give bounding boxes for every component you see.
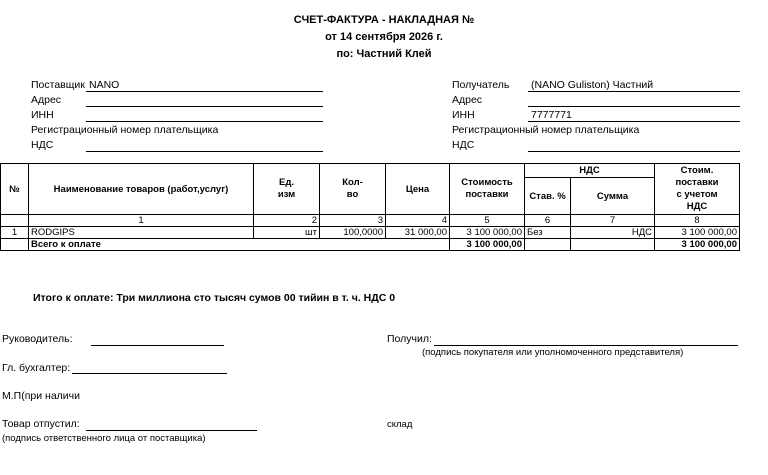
total-sum: 3 100 000,00 (655, 239, 740, 251)
supplier-address-line (86, 106, 323, 107)
col-num-empty (1, 215, 29, 227)
supplier-vat-line (86, 151, 323, 152)
recipient-name-line (528, 91, 740, 92)
recipient-address-label: Адрес (452, 94, 483, 106)
recipient-reg-label: Регистрационный номер плательщика (452, 124, 640, 136)
supplier-inn-label: ИНН (31, 109, 54, 121)
received-note: (подпись покупателя или уполномоченного представителя) (422, 347, 684, 358)
supplier-name-line (86, 91, 323, 92)
header-price: Цена (386, 164, 450, 215)
header-vat-rate: Став. % (525, 178, 571, 215)
supplier-name: NANO (89, 79, 120, 91)
total-vat-sum-empty (571, 239, 655, 251)
col-num: 8 (655, 215, 740, 227)
table-row (1, 227, 740, 239)
col-num: 1 (29, 215, 254, 227)
recipient-inn-line (528, 121, 740, 122)
released-label: Товар отпустил: (2, 418, 80, 430)
director-signature-line (91, 345, 224, 346)
recipient-vat-line (528, 151, 740, 152)
row-vat-sum: НДС (571, 227, 655, 239)
accountant-signature-line (72, 373, 227, 374)
row-vat-rate: Без (525, 227, 571, 239)
total-empty (1, 239, 29, 251)
table-column-numbers-row (1, 215, 740, 227)
row-price: 31 000,00 (386, 227, 450, 239)
header-qty: Кол- во (320, 164, 386, 215)
warehouse-label: склад (387, 419, 413, 430)
supplier-vat-label: НДС (31, 139, 54, 151)
recipient-label: Получатель (452, 79, 510, 91)
row-qty: 100,0000 (320, 227, 386, 239)
total-cost: 3 100 000,00 (450, 239, 525, 251)
row-cost: 3 100 000,00 (450, 227, 525, 239)
table-total-row (1, 239, 740, 251)
recipient-address-line (528, 106, 740, 107)
col-num: 6 (525, 215, 571, 227)
table-header-row (1, 164, 740, 178)
recipient-inn: 7777771 (531, 109, 572, 121)
received-label: Получил: (387, 333, 432, 345)
document-date: от 14 сентября 2026 г. (325, 31, 443, 43)
received-signature-line (434, 345, 738, 346)
total-in-words: Итого к оплате: Три миллиона сто тысяч сумов 00 тийин в т. ч. НДС 0 (33, 292, 396, 304)
recipient-inn-label: ИНН (452, 109, 475, 121)
row-num: 1 (1, 227, 29, 239)
header-unit: Ед. изм (254, 164, 320, 215)
director-label: Руководитель: (2, 333, 73, 345)
released-signature-line (86, 430, 257, 431)
recipient-name: (NANO Guliston) Частний (531, 79, 654, 91)
col-num: 4 (386, 215, 450, 227)
header-cost: Стоимость поставки (450, 164, 525, 215)
col-num: 3 (320, 215, 386, 227)
header-vat-sum: Сумма (571, 178, 655, 215)
supplier-label: Поставщик (31, 79, 85, 91)
total-vat-rate-empty (525, 239, 571, 251)
accountant-label: Гл. бухгалтер: (2, 362, 71, 374)
supplier-reg-label: Регистрационный номер плательщика (31, 124, 219, 136)
document-title: СЧЕТ-ФАКТУРА - НАКЛАДНАЯ № (293, 14, 475, 26)
header-name: Наименование товаров (работ,услуг) (29, 164, 254, 215)
released-note: (подпись ответственного лица от поставщика) (2, 433, 206, 444)
supplier-address-label: Адрес (31, 94, 62, 106)
header-num: № (1, 164, 29, 215)
supplier-inn-line (86, 121, 323, 122)
header-total: Стоим. поставки с учетом НДС (655, 164, 740, 215)
row-name: RODGIPS (29, 227, 254, 239)
row-unit: шт (254, 227, 320, 239)
col-num: 2 (254, 215, 320, 227)
col-num: 7 (571, 215, 655, 227)
total-label: Всего к оплате (29, 239, 450, 251)
stamp-label: М.П(при наличи (2, 390, 80, 402)
col-num: 5 (450, 215, 525, 227)
document-basis: по: Частний Клей (336, 48, 432, 60)
invoice-table (0, 163, 740, 251)
row-total: 3 100 000,00 (655, 227, 740, 239)
header-vat-group: НДС (525, 164, 655, 178)
recipient-vat-label: НДС (452, 139, 475, 151)
